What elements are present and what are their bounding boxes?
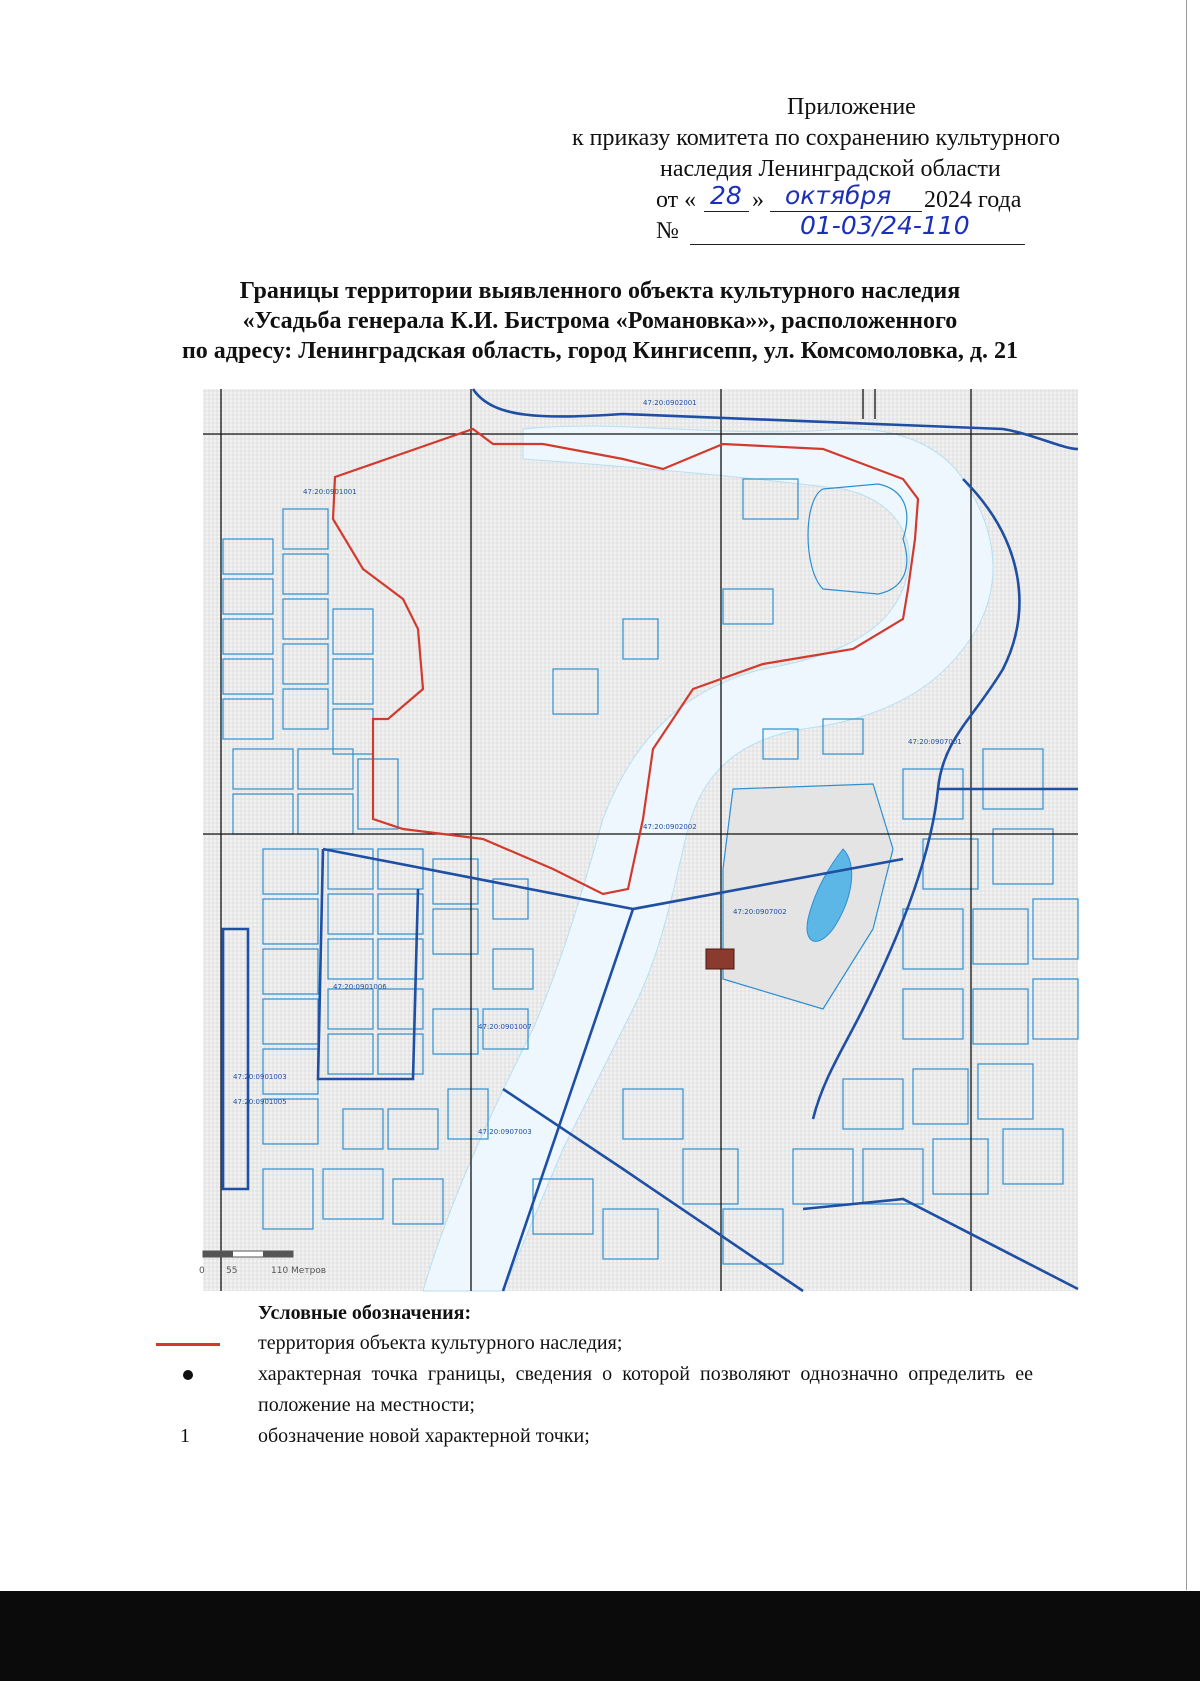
legend-item-point (150, 1359, 1050, 1421)
page-edge (1186, 0, 1187, 1590)
order-number: 01-03/24-110 (800, 211, 970, 240)
cadastral-label: 47:20:0901006 (333, 983, 387, 991)
appendix-committee-line: наследия Ленинградской области (660, 156, 1001, 182)
date-mid: » (752, 187, 764, 213)
legend-number-symbol: 1 (180, 1425, 190, 1447)
heritage-object-building (706, 949, 734, 969)
appendix-order-line: к приказу комитета по сохранению культурного (572, 125, 1061, 151)
legend-title: Условные обозначения: (258, 1302, 472, 1324)
cadastral-label: 47:20:0901003 (233, 1073, 287, 1081)
cadastral-label: 47:20:0907001 (908, 738, 962, 746)
legend-item-text: характерная точка границы, сведения о которой позволяют однозначно определить ее положение на местности; (258, 1363, 1033, 1416)
number-prefix: № (656, 218, 679, 244)
map-svg (199, 389, 1078, 1291)
title-line-2: «Усадьба генерала К.И. Бистрома «Романовка»», расположенного (242, 308, 958, 334)
scale-tick-0: 0 (199, 1266, 205, 1276)
date-month: октября (785, 181, 892, 210)
title-line-3: по адресу: Ленинградская область, город Кингисепп, ул. Комсомоловка, д. 21 (181, 338, 1019, 364)
document-title (100, 276, 1100, 366)
legend-item-new-point (150, 1421, 1050, 1452)
cadastral-label: 47:20:0907003 (478, 1128, 532, 1136)
legend-item-text: обозначение новой характерной точки; (258, 1425, 590, 1447)
cadastral-label: 47:20:0902001 (643, 399, 697, 407)
cadastral-label: 47:20:0907002 (733, 908, 787, 916)
appendix-title: Приложение (787, 94, 916, 120)
number-underline (690, 244, 1025, 245)
cadastral-label: 47:20:0901005 (233, 1098, 287, 1106)
date-prefix: от « (656, 187, 697, 213)
cadastral-label: 47:20:0902002 (643, 823, 697, 831)
scale-tick-55: 55 (226, 1266, 238, 1276)
legend-item-text: территория объекта культурного наследия; (258, 1332, 623, 1354)
cadastral-map (199, 389, 1078, 1291)
cadastral-label: 47:20:0901001 (303, 488, 357, 496)
day-underline (704, 211, 749, 212)
scan-bottom-band (0, 1591, 1200, 1681)
title-line-1: Границы территории выявленного объекта культурного наследия (239, 278, 961, 304)
date-year: 2024 года (924, 187, 1022, 213)
scale-tick-110: 110 Метров (271, 1266, 327, 1276)
legend-item-boundary (150, 1328, 1050, 1359)
date-day: 28 (710, 181, 742, 210)
cadastral-label: 47:20:0901007 (478, 1023, 532, 1031)
